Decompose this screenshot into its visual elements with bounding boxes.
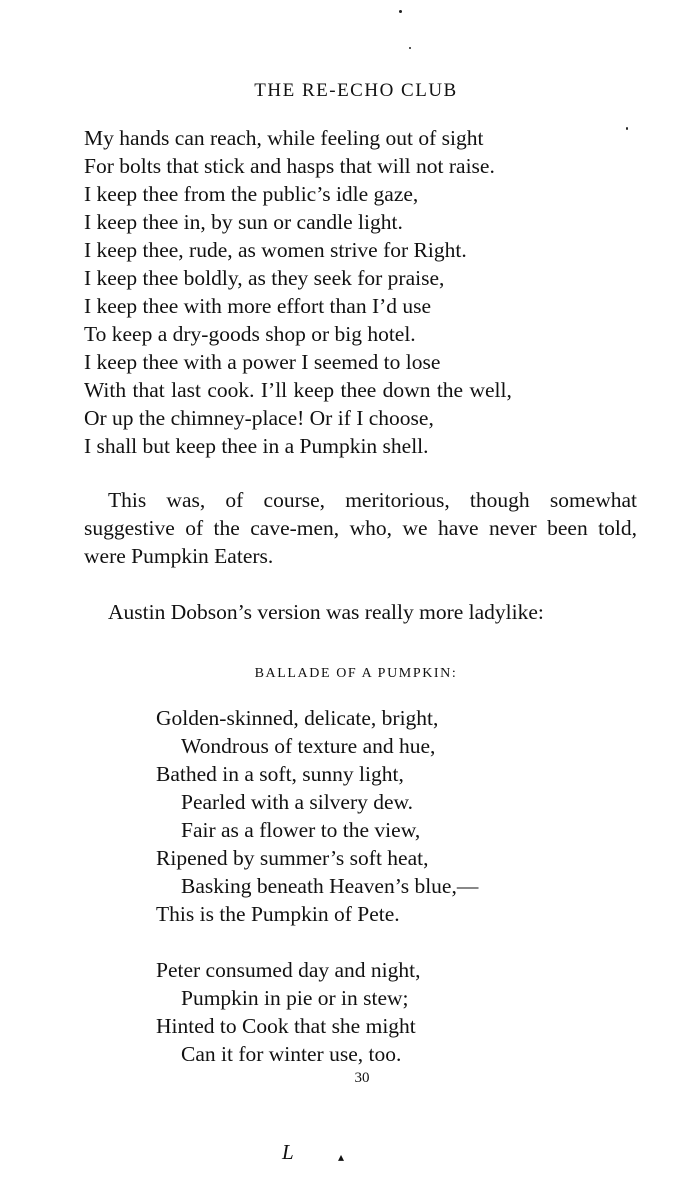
running-head: THE RE-ECHO CLUB <box>254 80 458 101</box>
ballad-line: Basking beneath Heaven’s blue,— <box>181 874 479 898</box>
poem-parody <box>84 124 644 460</box>
commentary-paragraph: Austin Dobson’s version was really more ladylike: <box>108 600 544 624</box>
ballad-line: Hinted to Cook that she might <box>156 1014 416 1038</box>
poem-line: I keep thee with a power I seemed to lose <box>84 350 441 374</box>
ballad-line: Pearled with a silvery dew. <box>181 790 414 814</box>
ballad-line: Ripened by summer’s soft heat, <box>156 846 429 870</box>
poem-line: I keep thee from the public’s idle gaze, <box>84 182 419 206</box>
ballad-line: Golden-skinned, delicate, bright, <box>156 706 439 730</box>
ink-speck <box>399 10 402 13</box>
ballad-line: Bathed in a soft, sunny light, <box>156 762 404 786</box>
poem-line: I keep thee boldly, as they seek for praise, <box>84 266 445 290</box>
ballad-stanza <box>156 704 616 928</box>
poem-line: I shall but keep thee in a Pumpkin shell. <box>84 434 429 458</box>
ballad-line: This is the Pumpkin of Pete. <box>156 902 400 926</box>
poem-line: I keep thee in, by sun or candle light. <box>84 210 403 234</box>
poem-line: To keep a dry-goods shop or big hotel. <box>84 322 416 346</box>
signature-mark-small: ▴ <box>338 1150 345 1164</box>
signature-mark: L <box>282 1140 294 1164</box>
ink-speck <box>409 47 411 49</box>
ballad-line: Pumpkin in pie or in stew; <box>181 986 409 1010</box>
ballad-line: Peter consumed day and night, <box>156 958 421 982</box>
poem-line: Or up the chimney-place! Or if I choose, <box>84 406 434 430</box>
ballad-title: BALLADE OF A PUMPKIN: <box>254 666 458 681</box>
poem-line: I keep thee, rude, as women strive for Right. <box>84 238 467 262</box>
poem-line: For bolts that stick and hasps that will not raise. <box>84 154 495 178</box>
poem-line: I keep thee with more effort than I’d use <box>84 294 432 318</box>
ballad-line: Fair as a flower to the view, <box>181 818 421 842</box>
ballad-line: Can it for winter use, too. <box>181 1042 402 1066</box>
poem-line: My hands can reach, while feeling out of sight <box>84 126 484 150</box>
poem-line: With that last cook. I’ll keep thee down the well, <box>84 378 512 402</box>
ballad-stanza <box>156 956 616 1068</box>
page-number: 30 <box>354 1070 370 1086</box>
commentary-paragraph: This was, of course, meritorious, though somewhat suggestive of the cave-men, who, we have never been told, were Pumpkin Eaters. <box>84 488 637 568</box>
ballad-line: Wondrous of texture and hue, <box>181 734 436 758</box>
